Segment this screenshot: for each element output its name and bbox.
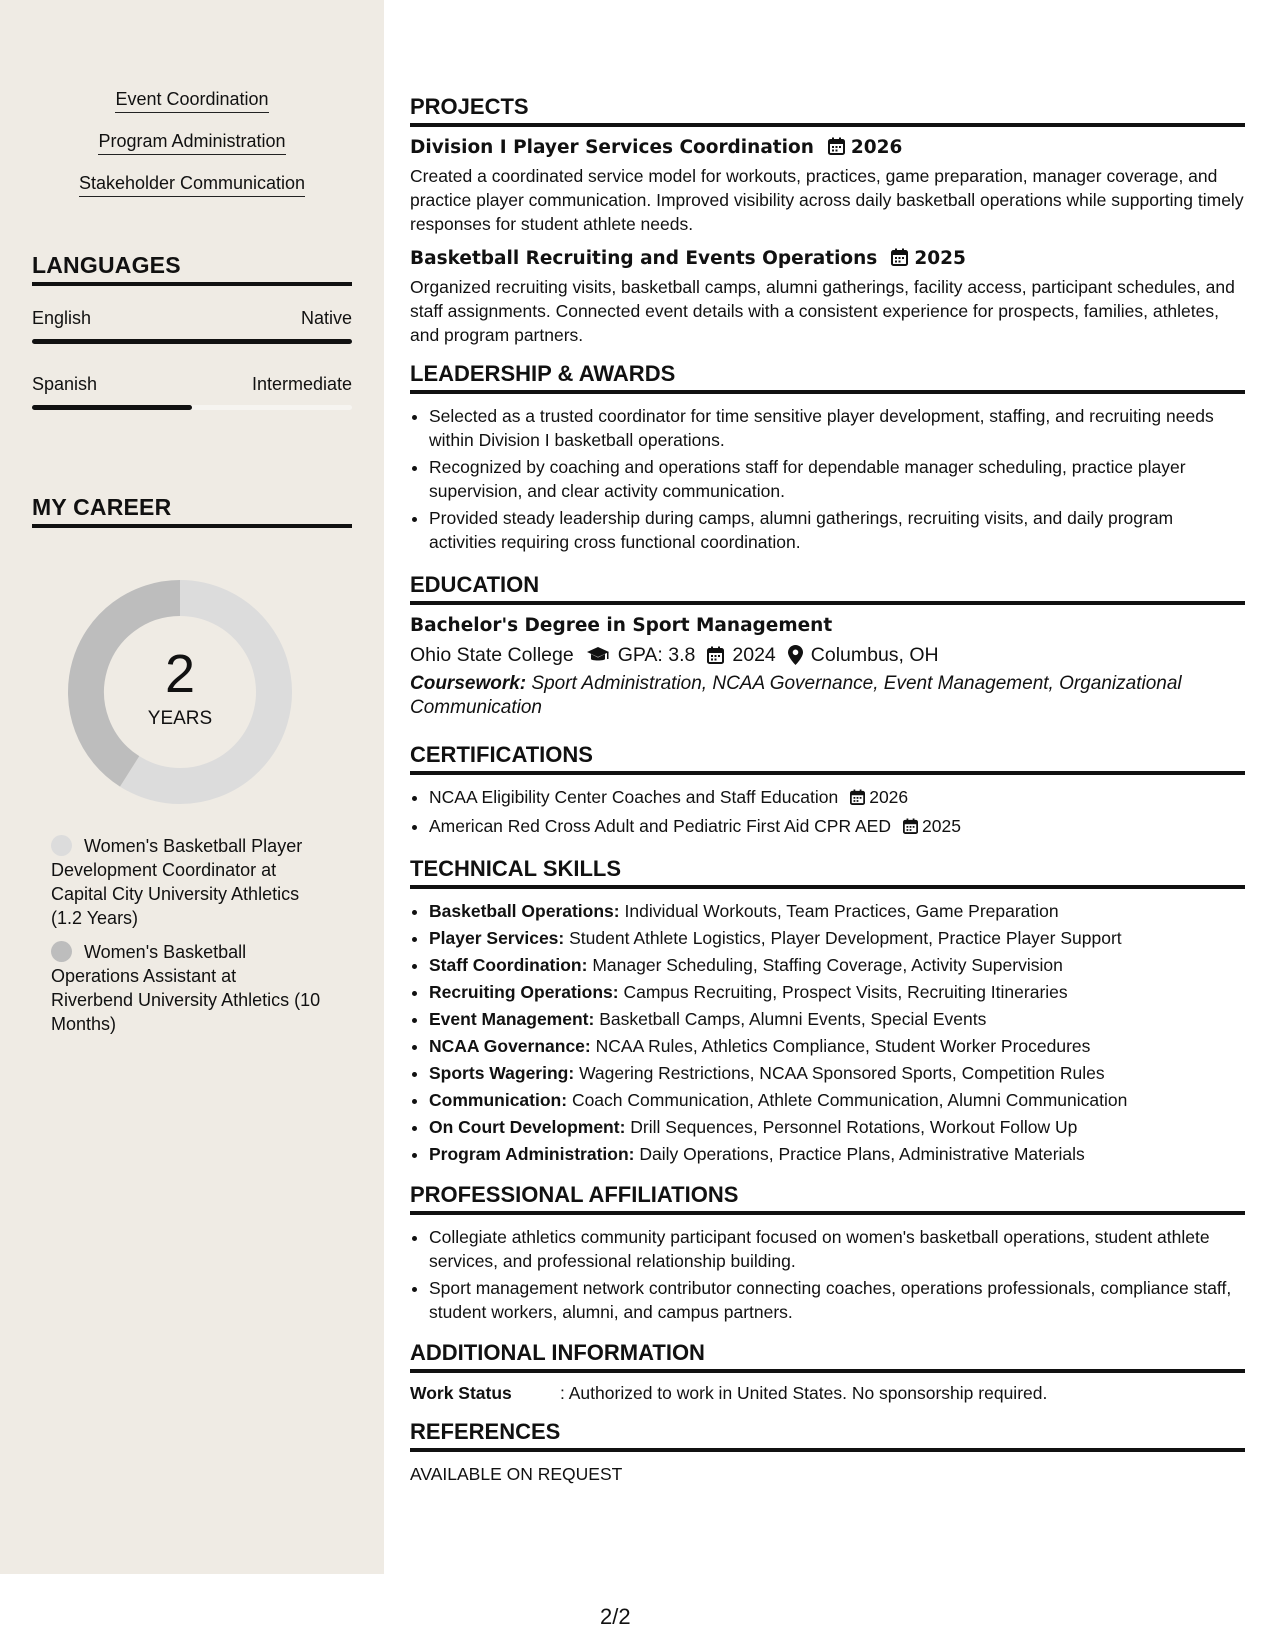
career-item (51, 834, 321, 930)
work-status-label: Work Status (410, 1383, 512, 1403)
project-title: Basketball Recruiting and Events Operations (410, 248, 878, 269)
references-text: AVAILABLE ON REQUEST (410, 1464, 623, 1484)
leadership-item: • Recognized by coaching and operations staff for dependable manager scheduling, practice player supervision, and clear activity communication. (429, 455, 1245, 503)
skill-label: Recruiting Operations: (429, 982, 619, 1002)
skill-value: Wagering Restrictions, NCAA Sponsored Sports, Competition Rules (579, 1063, 1105, 1083)
language-level: Native (300, 308, 352, 328)
career-heading: MY CAREER (32, 494, 352, 528)
education-school: Ohio State College (410, 644, 574, 666)
certifications-list (410, 785, 1245, 840)
career-item-text: Women's Basketball Operations Assistant at Riverbend University Athletics (10 Months) (51, 942, 321, 1034)
graduation-cap-icon (586, 646, 610, 664)
project-entry (410, 248, 1245, 347)
leadership-heading: LEADERSHIP & AWARDS (410, 361, 1245, 394)
education-entry (410, 615, 1245, 720)
project-year: 2026 (850, 137, 903, 158)
skill-item (429, 926, 1245, 950)
coursework-list: Sport Administration, NCAA Governance, Event Management, Organizational Communication (410, 673, 1182, 718)
language-name: English (32, 308, 92, 328)
certifications-heading: CERTIFICATIONS (410, 742, 1245, 775)
technical-skills-list (410, 899, 1245, 1166)
affiliation-item: • Sport management network contributor connecting coaches, operations professionals, compliance staff, student workers, alumni, and campus partners. (429, 1276, 1245, 1324)
project-description: Organized recruiting visits, basketball camps, alumni gatherings, facility access, participant schedules, and staff assignments. Connected event details with a consistent experience for prospects, families, athletes, and program partners. (410, 277, 1235, 345)
language-item (32, 374, 352, 410)
career-list (51, 834, 321, 1046)
projects-heading: PROJECTS (410, 94, 1245, 127)
skill-item (429, 1061, 1245, 1085)
skill-tags (0, 88, 384, 214)
career-legend-dot (51, 941, 72, 962)
certification-name: NCAA Eligibility Center Coaches and Staff Education (429, 787, 839, 807)
affiliations-heading: PROFESSIONAL AFFILIATIONS (410, 1182, 1245, 1215)
skill-tag: Program Administration (98, 130, 285, 155)
skill-item (429, 1115, 1245, 1139)
skill-label: Program Administration: (429, 1144, 635, 1164)
leadership-item: • Selected as a trusted coordinator for time sensitive player development, staffing, and recruiting needs within Division I basketball operations. (429, 404, 1245, 452)
language-level: Intermediate (251, 374, 352, 394)
skill-item (429, 953, 1245, 977)
project-description: Created a coordinated service model for workouts, practices, game preparation, manager coverage, and practice player communication. Improved visibility across daily basketball operations while supporting timely responses for student athlete needs. (410, 166, 1244, 234)
language-bar-fill (32, 405, 192, 410)
skill-value: Student Athlete Logistics, Player Development, Practice Player Support (569, 928, 1122, 948)
career-section (32, 494, 352, 528)
project-year: 2025 (914, 248, 966, 269)
skill-value: NCAA Rules, Athletics Compliance, Student Worker Procedures (595, 1036, 1091, 1056)
certification-name: American Red Cross Adult and Pediatric First Aid CPR AED (429, 816, 891, 836)
calendar-icon (903, 816, 918, 840)
skill-label: Communication: (429, 1090, 568, 1110)
career-donut (60, 572, 300, 812)
leadership-list (410, 404, 1245, 554)
main-content (410, 94, 1245, 1486)
languages-section (32, 252, 352, 410)
skill-label: On Court Development: (429, 1117, 626, 1137)
career-legend-dot (51, 835, 72, 856)
page-number: 2/2 (600, 1604, 631, 1629)
skill-item (429, 980, 1245, 1004)
education-location: Columbus, OH (810, 644, 939, 666)
calendar-icon (828, 137, 845, 160)
skill-tag: Event Coordination (115, 88, 268, 113)
skill-label: Staff Coordination: (429, 955, 588, 975)
leadership-item: • Provided steady leadership during camps, alumni gatherings, recruiting visits, and daily program activities requiring cross functional coordination. (429, 506, 1245, 554)
skill-value: Coach Communication, Athlete Communication, Alumni Communication (571, 1090, 1128, 1110)
calendar-icon (707, 646, 724, 664)
skill-value: Manager Scheduling, Staffing Coverage, Activity Supervision (592, 955, 1063, 975)
references-heading: REFERENCES (410, 1419, 1245, 1452)
language-bar-fill (32, 339, 352, 344)
affiliation-item: • Collegiate athletics community participant focused on women's basketball operations, student athlete services, and professional relationship building. (429, 1225, 1245, 1273)
affiliations-list (410, 1225, 1245, 1324)
skill-item (429, 1007, 1245, 1031)
skill-item (429, 1142, 1245, 1166)
work-status-value: : Authorized to work in United States. No sponsorship required. (560, 1383, 1048, 1403)
certification-year: 2026 (869, 787, 909, 807)
language-bar (32, 405, 352, 410)
skill-item (429, 1088, 1245, 1112)
calendar-icon (850, 787, 865, 811)
language-item (32, 308, 352, 344)
technical-skills-heading: TECHNICAL SKILLS (410, 856, 1245, 889)
additional-info-heading: ADDITIONAL INFORMATION (410, 1340, 1245, 1373)
skill-value: Basketball Camps, Alumni Events, Special Events (599, 1009, 987, 1029)
skill-value: Daily Operations, Practice Plans, Administrative Materials (639, 1144, 1085, 1164)
career-item (51, 940, 321, 1036)
skill-value: Drill Sequences, Personnel Rotations, Workout Follow Up (630, 1117, 1078, 1137)
skill-value: Campus Recruiting, Prospect Visits, Recruiting Itineraries (623, 982, 1068, 1002)
education-year: 2024 (732, 644, 776, 666)
education-heading: EDUCATION (410, 572, 1245, 605)
calendar-icon (891, 248, 908, 271)
career-years-unit: YEARS (147, 708, 213, 729)
language-name: Spanish (32, 374, 98, 394)
skill-label: NCAA Governance: (429, 1036, 591, 1056)
career-years-number: 2 (164, 644, 196, 704)
work-status-row (410, 1381, 1245, 1405)
certification-item (429, 785, 1245, 811)
project-entry (410, 137, 1245, 236)
skill-tag: Stakeholder Communication (79, 172, 305, 197)
skill-label: Basketball Operations: (429, 901, 620, 921)
project-title: Division I Player Services Coordination (410, 137, 814, 158)
skill-label: Player Services: (429, 928, 565, 948)
career-item-text: Women's Basketball Player Development Coordinator at Capital City University Athletics (1.2 Years) (51, 836, 303, 928)
sidebar (0, 0, 384, 1574)
coursework-label: Coursework: (410, 673, 527, 694)
certification-item (429, 814, 1245, 840)
certification-year: 2025 (922, 816, 961, 836)
skill-item (429, 899, 1245, 923)
skill-label: Sports Wagering: (429, 1063, 575, 1083)
languages-heading: LANGUAGES (32, 252, 352, 286)
skill-label: Event Management: (429, 1009, 595, 1029)
education-gpa: GPA: 3.8 (617, 644, 696, 666)
skill-item (429, 1034, 1245, 1058)
skill-value: Individual Workouts, Team Practices, Game Preparation (624, 901, 1059, 921)
language-bar (32, 339, 352, 344)
education-degree: Bachelor's Degree in Sport Management (410, 615, 833, 636)
location-pin-icon (788, 645, 803, 665)
